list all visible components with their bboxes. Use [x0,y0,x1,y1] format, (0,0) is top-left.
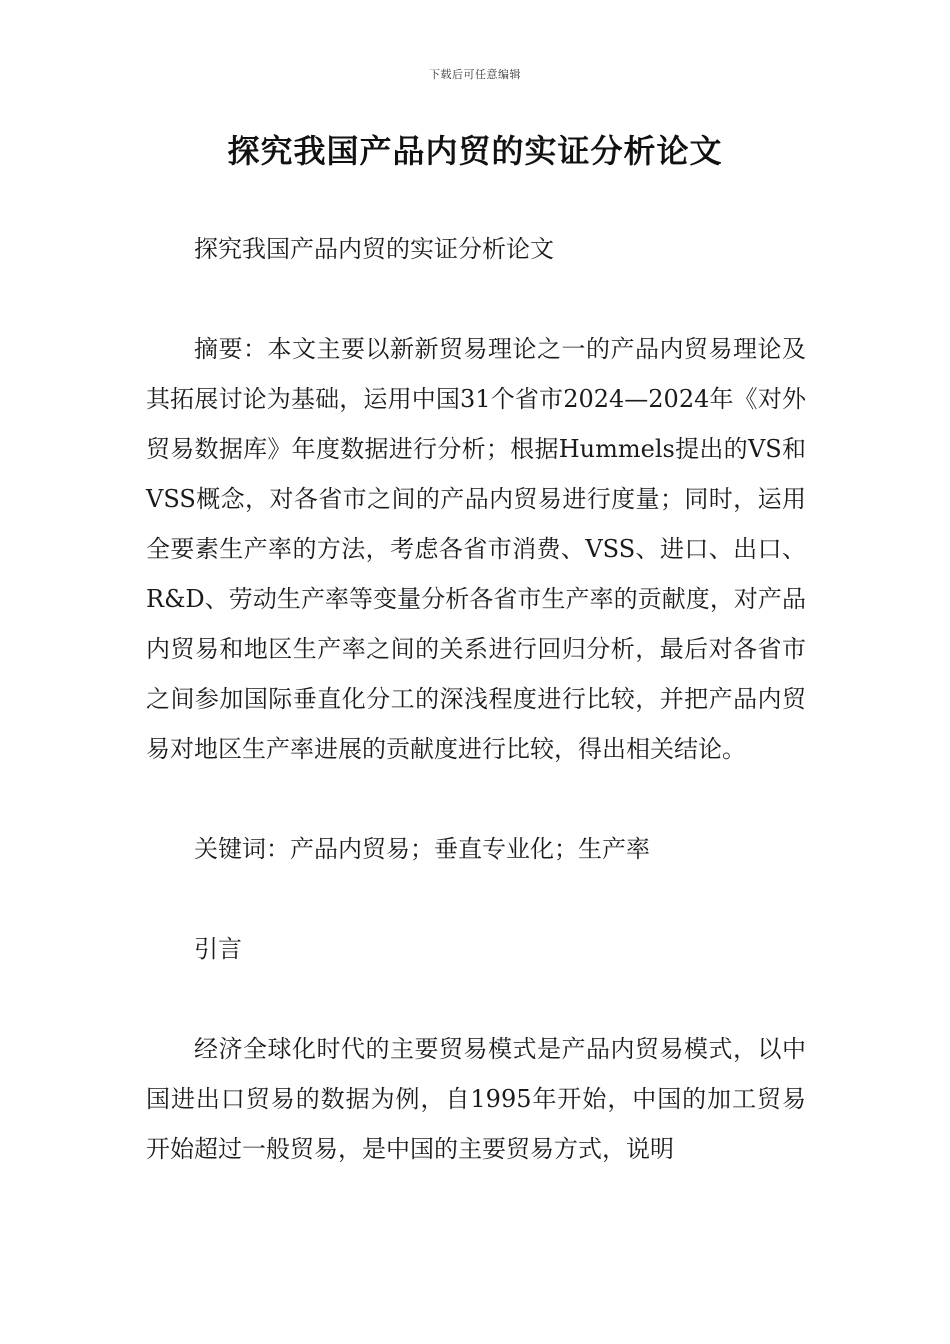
intro-heading: 引言 [194,935,242,963]
keywords-paragraph: 关键词：产品内贸易；垂直专业化；生产率 [194,835,650,863]
document-body [146,224,806,1174]
document-title: 探究我国产品内贸的实证分析论文 [227,132,723,170]
subtitle-paragraph: 探究我国产品内贸的实证分析论文 [194,235,554,263]
abstract-paragraph: 摘要：本文主要以新新贸易理论之一的产品内贸易理论及其拓展讨论为基础，运用中国31个省市2024—2024年《对外贸易数据库》年度数据进行分析；根据Hummels提出的VS和VSS概念，对各省市之间的产品内贸易进行度量；同时，运用全要素生产率的方法，考虑各省市消费、VSS、进口、出口、R&D、劳动生产率等变量分析各省市生产率的贡献度，对产品内贸易和地区生产率之间的关系进行回归分析，最后对各省市之间参加国际垂直化分工的深浅程度进行比较，并把产品内贸易对地区生产率进展的贡献度进行比较，得出相关结论。 [146,335,806,763]
header-note: 下载后可任意编辑 [429,68,521,81]
intro-paragraph: 经济全球化时代的主要贸易模式是产品内贸易模式，以中国进出口贸易的数据为例，自1995年开始，中国的加工贸易开始超过一般贸易，是中国的主要贸易方式，说明 [146,1035,806,1163]
